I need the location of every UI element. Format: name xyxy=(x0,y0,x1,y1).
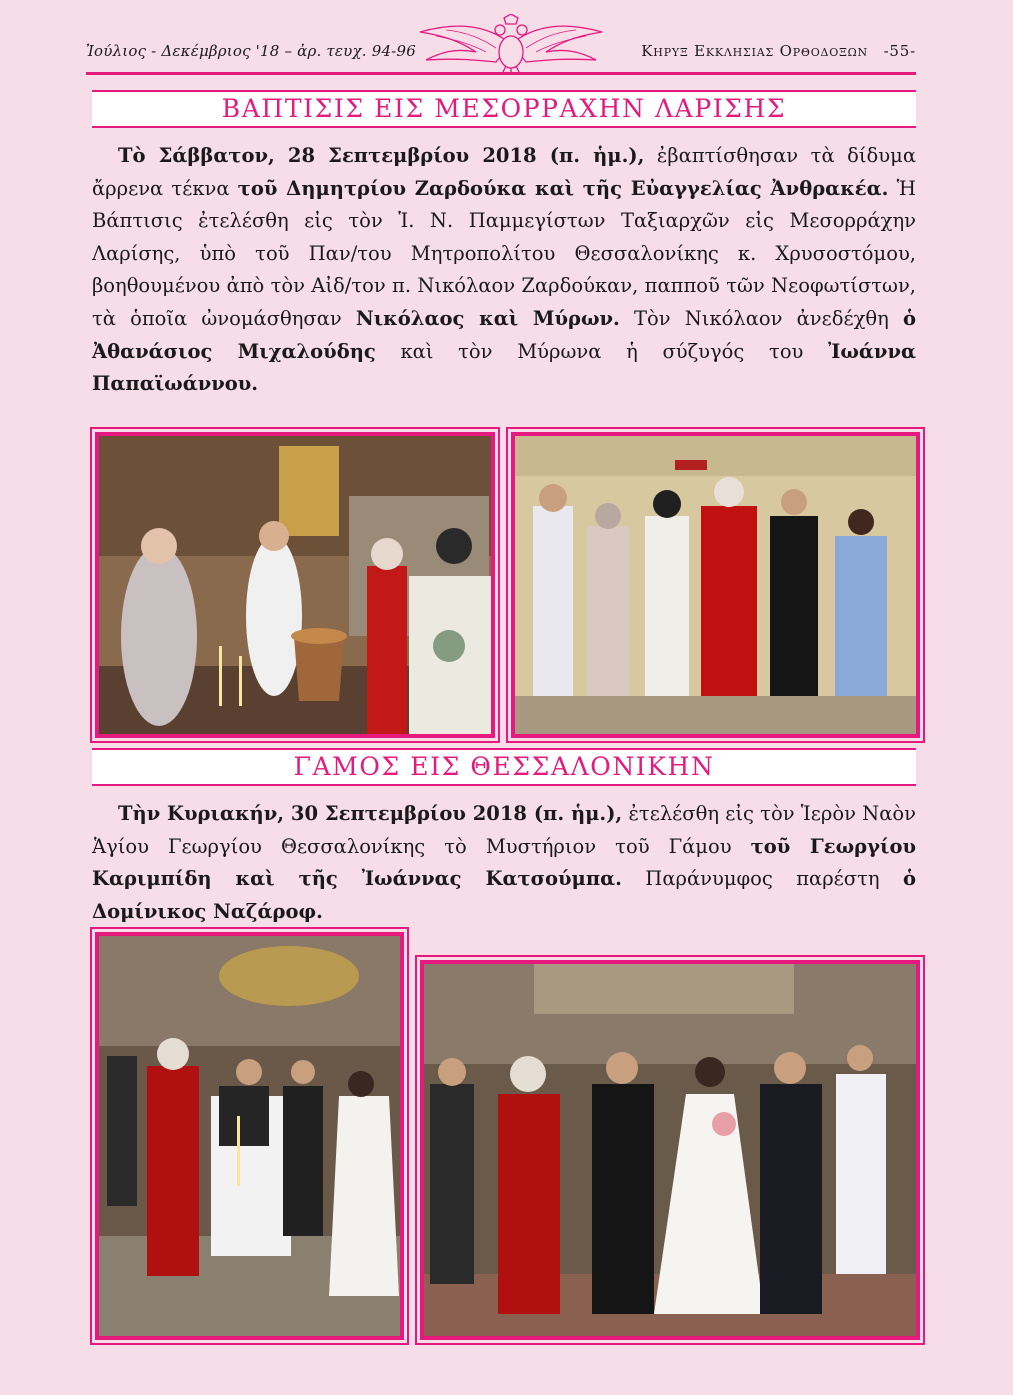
section-title-wedding: ΓΑΜΟΣ ΕΙΣ ΘΕΣΣΑΛΟΝΙΚΗΝ xyxy=(92,748,916,786)
bold-text: Νικόλαος καὶ Μύρων. xyxy=(355,306,620,330)
photo-baptism-group xyxy=(511,432,920,738)
bold-text: Τὴν Κυριακήν, 30 Σεπτεμβρίου 2018 (π. ἡμ.), xyxy=(118,802,623,825)
bold-text: ὁ Δομίνικος Ναζάροφ. xyxy=(92,867,916,923)
body-text: Τὸν Νικόλαον ἀνεδέχθη xyxy=(619,306,903,330)
bold-text: ὁ Ἀθανάσιος Μιχαλούδης xyxy=(92,306,916,363)
baptism-paragraph xyxy=(92,140,916,401)
body-text: ἐτελέσθη εἰς τὸν Ἱερὸν Ναὸν Ἁγίου Γεωργίου Θεσσαλονίκης τὸ Μυστήριον τοῦ Γάμου xyxy=(92,802,916,858)
page-number: -55- xyxy=(883,42,916,60)
section-title-baptism: ΒΑΠΤΙΣΙΣ ΕΙΣ ΜΕΣΟΡΡΑΧΗΝ ΛΑΡΙΣΗΣ xyxy=(92,90,916,128)
bold-text: Ἰωάννα Παπαϊωάννου. xyxy=(92,339,916,396)
publication-name: Κηρυξ Εκκλησιας Ορθοδοξων xyxy=(641,42,868,60)
double-headed-eagle-icon xyxy=(416,14,606,76)
photo-wedding-ceremony xyxy=(95,932,404,1340)
photo-wedding-group xyxy=(420,960,920,1340)
page-header xyxy=(86,30,916,85)
header-rule xyxy=(86,72,916,75)
bold-text: τοῦ Γεωργίου Καριμπίδη καὶ τῆς Ἰωάννας Κατσούμπα. xyxy=(92,834,916,891)
wedding-paragraph xyxy=(92,798,916,928)
body-text: Παράνυμφος παρέστη xyxy=(621,867,903,891)
photo-baptism-font xyxy=(95,432,495,738)
publication-title xyxy=(641,42,916,60)
issue-info: Ἰούλιος - Δεκέμβριος '18 – ἀρ. τευχ. 94-96 xyxy=(86,42,416,60)
body-text: Ἡ Βάπτισις ἐτελέσθη εἰς τὸν Ἱ. Ν. Παμμεγίστων Ταξιαρχῶν εἰς Μεσορράχην Λαρίσης, ὑπὸ τοῦ Παν/του Μητροπολίτου Θεσσαλονίκης κ. Χρυσοστόμου, βοηθουμένου ἀπὸ τὸν Αἰδ/τον π. Νικόλαον Ζαρδούκαν, παπποῦ τῶν Νεοφωτίστων, τὰ ὁποῖα ὠνομάσθησαν xyxy=(92,176,917,330)
body-text: καὶ τὸν Μύρωνα ἡ σύζυγός του xyxy=(375,339,829,363)
bold-text: τοῦ Δημητρίου Ζαρδούκα καὶ τῆς Εὐαγγελίας Ἀνθρακέα. xyxy=(237,176,889,200)
body-text: ἐβαπτίσθησαν τὰ δίδυμα ἄρρενα τέκνα xyxy=(92,144,916,200)
bold-text: Τὸ Σάββατον, 28 Σεπτεμβρίου 2018 (π. ἡμ.), xyxy=(118,144,645,167)
